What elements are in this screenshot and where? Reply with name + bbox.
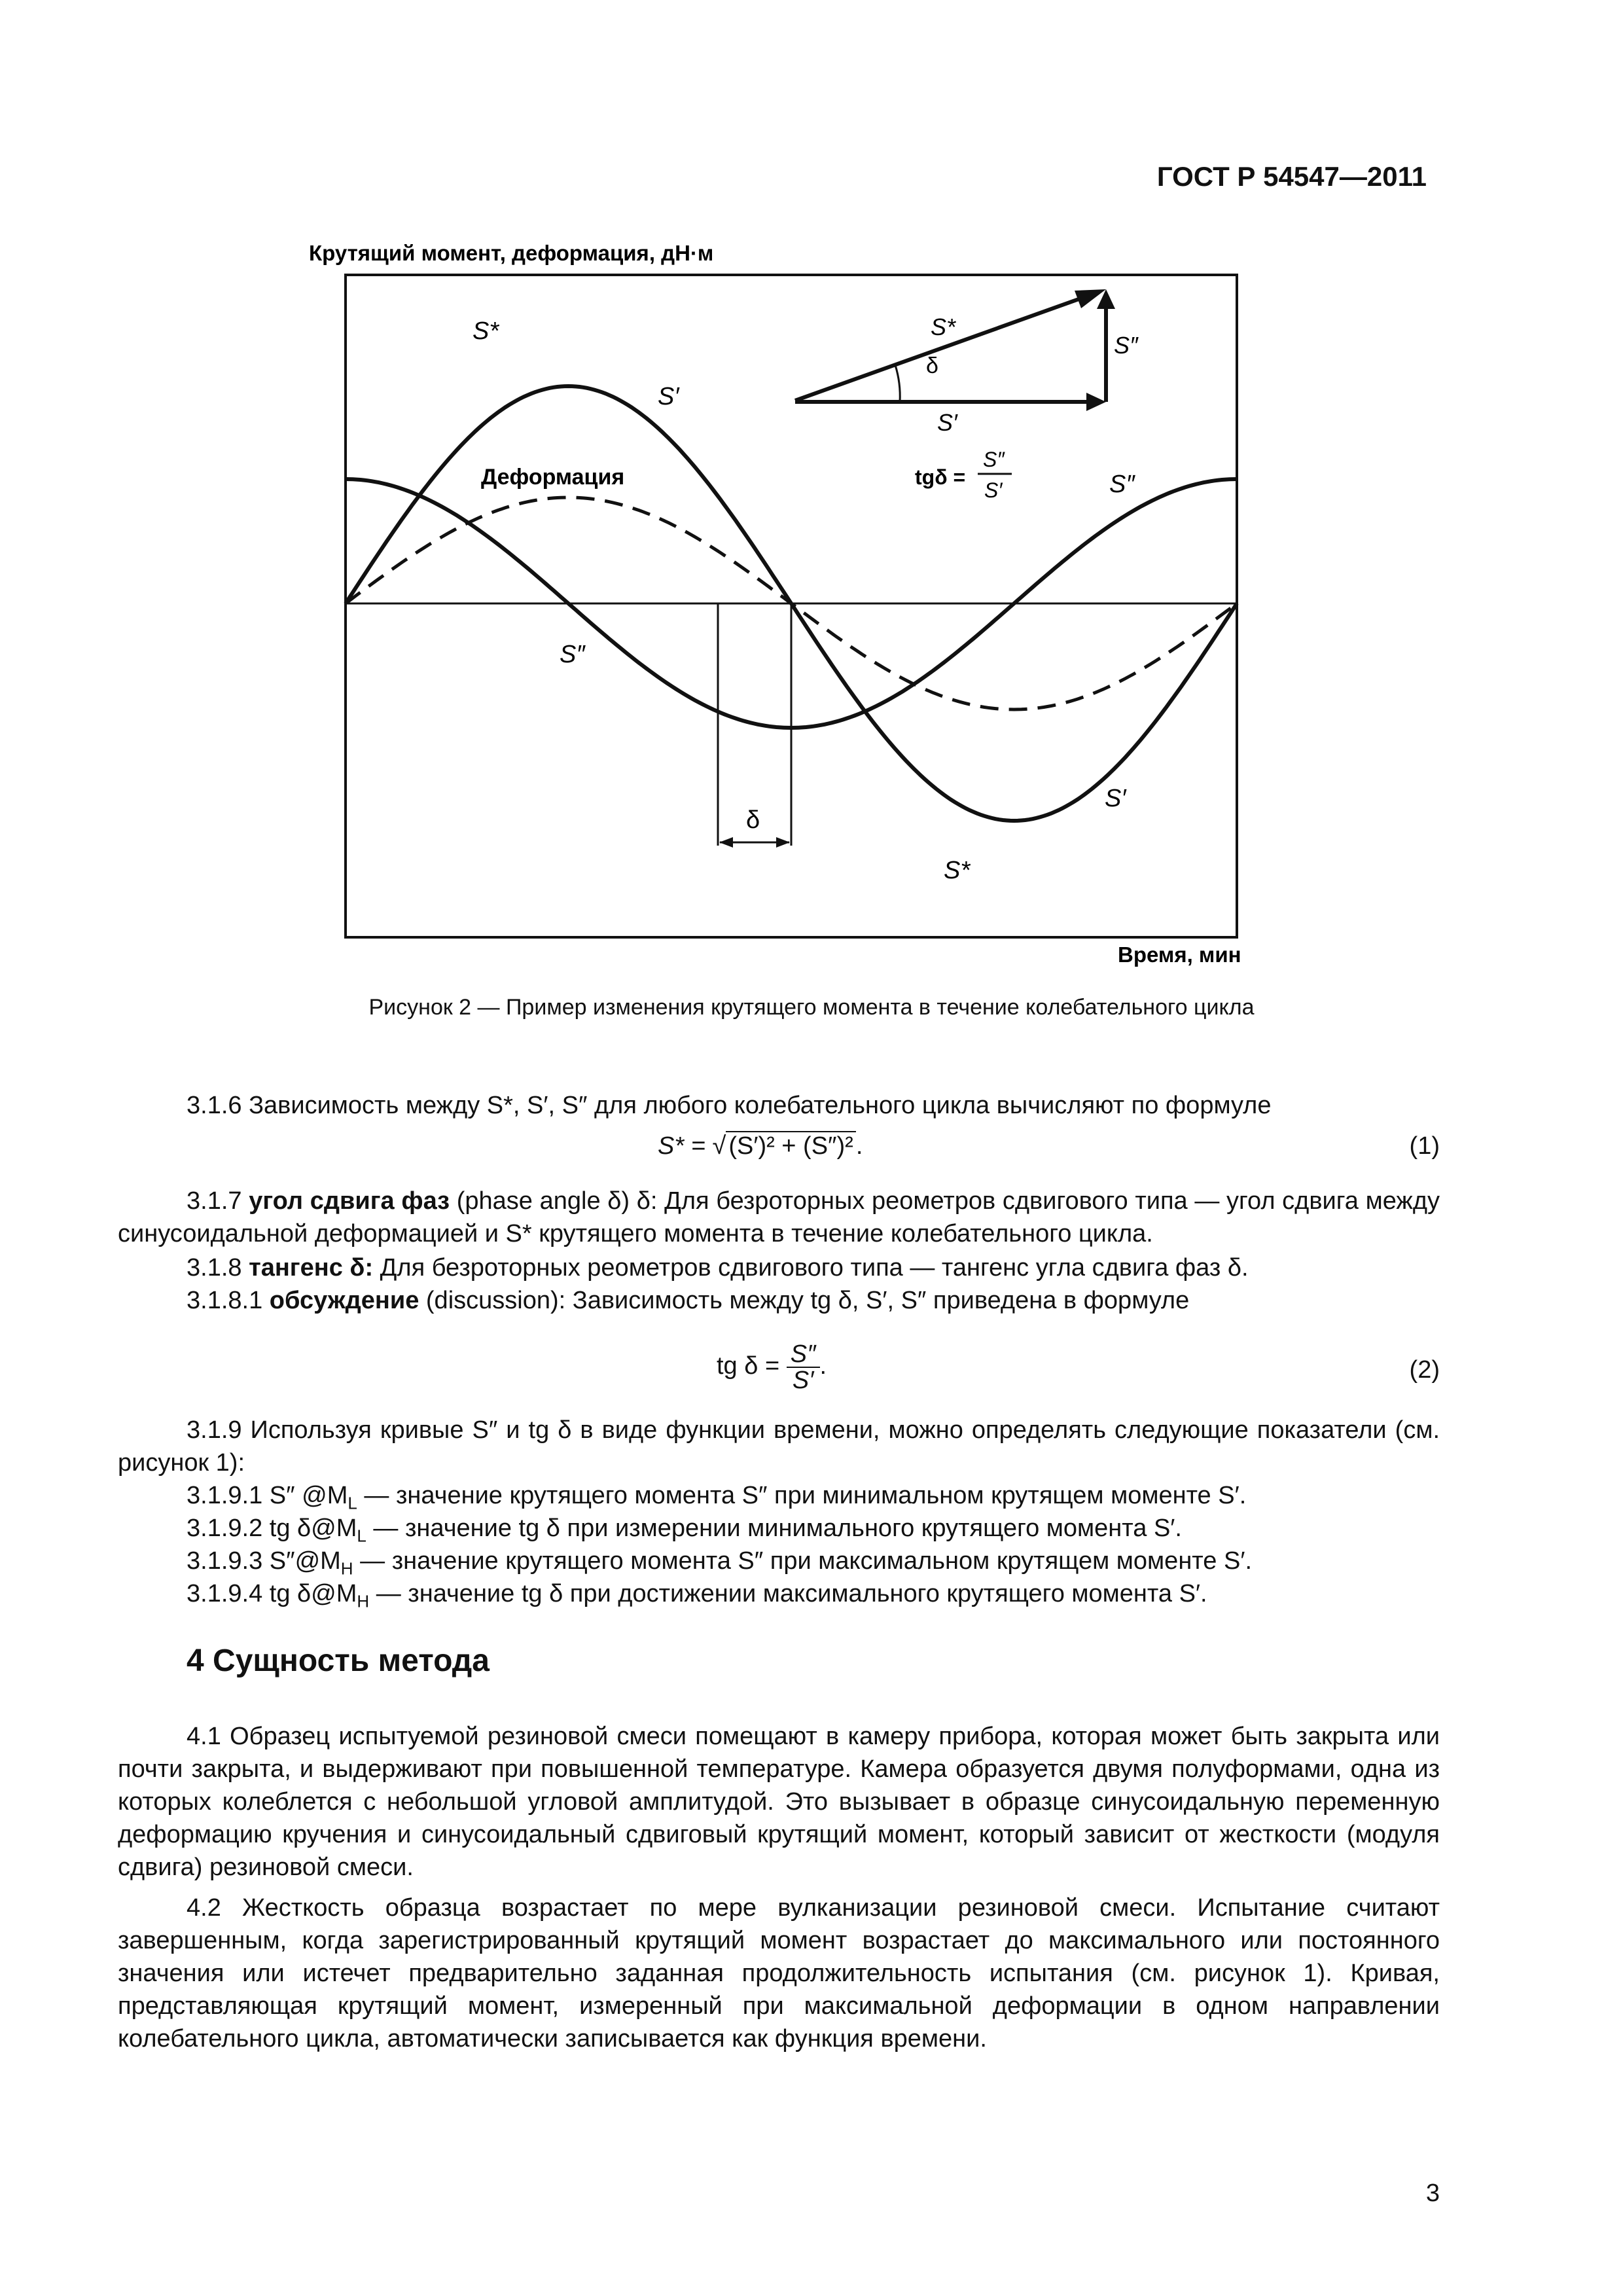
label-s-double-prime-right: S″ [1109,471,1135,498]
paragraph-3-1-8 [118,1251,1508,1284]
eq1-lhs: S* = [658,1132,705,1160]
label-s-prime-lower: S′ [1105,785,1126,812]
torque-figure [0,0,1623,1047]
eq1-radicand: (S′)² + (S″)² [726,1131,856,1160]
p317-number: 3.1.7 [187,1187,242,1215]
equation-1 [658,1132,863,1160]
p3193-sub: H [340,1558,353,1579]
p3181-rest: (discussion): Зависимость между tg δ, S′, S″ приведена в формуле [425,1287,1190,1314]
p318-number: 3.1.8 [187,1254,242,1282]
label-s-prime-curve: S′ [658,383,679,410]
section-title: 4 Сущность метода [187,1643,490,1678]
vector-label-hypotenuse: S* [931,314,956,340]
vector-horizontal-arrowhead [1086,393,1106,411]
eq2-numerator: S″ [787,1342,820,1368]
vector-label-vertical: S″ [1114,332,1138,359]
p318-rest: Для безроторных реометров сдвигового типа — тангенс угла сдвига фаз δ. [380,1254,1249,1282]
eq2-end: . [819,1352,827,1380]
vector-angle-arc [895,365,900,402]
label-s-star-top: S* [473,317,499,345]
p3193-rest: — значение крутящего момента S″ при максимальном крутящем моменте S′. [353,1547,1252,1575]
eq2-denominator: S′ [792,1367,814,1394]
delta-arrowhead-right [776,837,790,848]
p3194-head: 3.1.9.4 tg δ@M [187,1580,357,1607]
paragraph-3-1-9: 3.1.9 Используя кривые S″ и tg δ в виде функции времени, можно определять следующие показатели (см. рисунок 1): [118,1416,1440,1477]
tg-formula-denominator: S′ [984,478,1003,502]
equation-1-number: (1) [1409,1132,1440,1160]
paragraph-3-1-6: 3.1.6 Зависимость между S*, S′, S″ для любого колебательного цикла вычисляют по формуле [187,1092,1272,1119]
p3192-head: 3.1.9.2 tg δ@M [187,1515,357,1542]
p3192-rest: — значение tg δ при измерении минимального крутящего момента S′. [366,1515,1182,1542]
vector-label-horizontal: S′ [937,409,957,436]
p3192-sub: L [357,1526,366,1546]
y-axis-label: Крутящий момент, деформация, дН·м [309,241,714,265]
tg-formula-left: tgδ = [915,465,966,489]
eq2-fraction [787,1342,820,1393]
paragraph-4-1: 4.1 Образец испытуемой резиновой смеси помещают в камеру прибора, которая может быть закрыта или почти закрыта, и выдерживают при повышенной температуре. Камера образуется двумя полуформами, одна из которых колеблется с небольшой угловой амплитудой. Это вызывает в образце синусоидальную переменную деформацию кручения и синусоидальный сдвиговый крутящий момент, который зависит от жесткости (модуля сдвига) резиновой смеси. [118,1723,1440,1881]
p318-term: тангенс δ: [249,1254,374,1282]
p3194-rest: — значение tg δ при достижении максимального крутящего момента S′. [369,1580,1207,1607]
paragraph-3-1-7 [118,1185,1440,1250]
equation-2-number: (2) [1409,1356,1440,1384]
figure-caption: Рисунок 2 — Пример изменения крутящего момента в течение колебательного цикла [368,995,1255,1020]
sqrt-sign: √ [712,1132,726,1160]
p3191-rest: — значение крутящего момента S″ при минимальном крутящем моменте S′. [357,1482,1247,1509]
paragraph-3-1-9-4 [118,1577,1508,1618]
equation-2 [717,1342,827,1393]
p3193-head: 3.1.9.3 S″@M [187,1547,341,1575]
label-deformation: Деформация [481,465,625,490]
vector-hypotenuse [795,295,1092,401]
p3181-number: 3.1.8.1 [187,1287,263,1314]
p317-rest: (phase angle δ) δ: Для безроторных реометров сдвигового типа — угол сдвига между синусоидальной деформацией и S* крутящего момента в течение колебательного цикла. [118,1187,1440,1247]
label-s-double-prime-lower: S″ [560,641,585,668]
standard-code: ГОСТ Р 54547—2011 [1156,161,1427,192]
paragraph-4-2: 4.2 Жесткость образца возрастает по мере вулканизации резиновой смеси. Испытание считают завершенным, когда зарегистрированный крутящий момент возрастает до максимального или постоянного значения или истечет предварительно заданная продолжительность испытания (см. рисунок 1). Кривая, представляющая крутящий момент, измеренный при максимальной деформации в одном направлении колебательного цикла, автоматически записывается как функция времени. [118,1894,1440,2053]
delta-gap-label: δ [746,806,760,834]
p3191-head: 3.1.9.1 S″ @M [187,1482,348,1509]
p317-term: угол сдвига фаз [249,1187,450,1215]
delta-arrowhead-left [719,837,733,848]
page-number: 3 [1425,2179,1440,2207]
p3181-term: обсуждение [269,1287,419,1314]
tg-formula-numerator: S″ [983,448,1005,471]
eq1-end: . [855,1132,863,1160]
x-axis-label: Время, мин [1118,942,1241,967]
paragraph-3-1-8-1 [118,1284,1508,1317]
eq2-lhs: tg δ = [717,1352,780,1380]
p3194-sub: H [357,1591,370,1611]
p3191-sub: L [348,1493,357,1513]
vector-label-angle: δ [926,353,938,378]
label-s-star-bottom: S* [944,857,971,884]
